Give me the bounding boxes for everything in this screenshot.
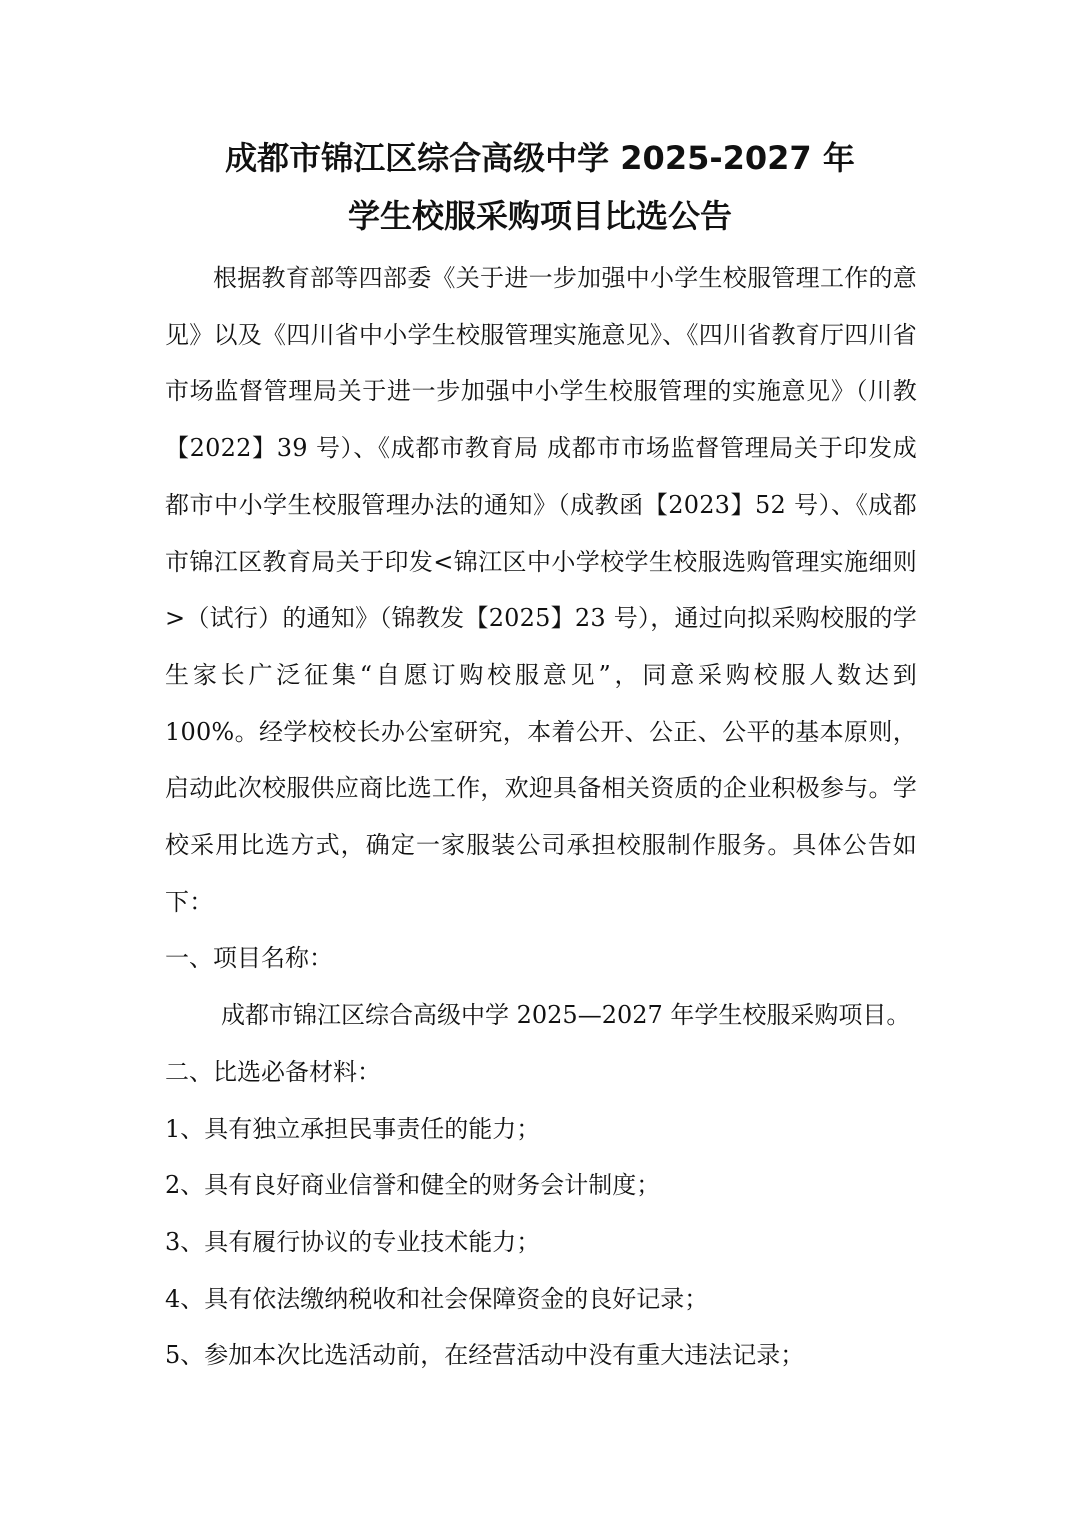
requirement-item: 1、具有独立承担民事责任的能力； bbox=[165, 1114, 541, 1143]
requirement-item: 4、具有依法缴纳税收和社会保障资金的良好记录； bbox=[165, 1284, 709, 1313]
requirement-item: 3、具有履行协议的专业技术能力； bbox=[165, 1227, 541, 1256]
document-title-line-1: 成都市锦江区综合高级中学 2025-2027 年 bbox=[225, 139, 855, 177]
intro-paragraph: 根据教育部等四部委《关于进一步加强中小学生校服管理工作的意见》以及《四川省中小学生校服管理实施意见》、《四川省教育厅四川省市场监督管理局关于进一步加强中小学生校服管理的实施意见》（川教【2022】39 号）、《成都市教育局 成都市市场监督管理局关于印发成都市中小学生校服管理办法的通知》（成教函【2023】52 号）、《成都市锦江区教育局关于印发<锦江区中小学校学生校服选购管理实施细则>（试行）的通知》（锦教发【2025】23 号），通过向拟采购校服的学生家长广泛征集“自愿订购校服意见”，同意采购校服人数达到 100%。经学校校长办公室研究，本着公开、公正、公平的基本原则，启动此次校服供应商比选工作，欢迎具备相关资质的企业积极参与。学校采用比选方式，确定一家服装公司承担校服制作服务。具体公告如下： bbox=[165, 264, 917, 916]
section-1-heading: 一、项目名称： bbox=[165, 944, 333, 973]
document-title-line-2: 学生校服采购项目比选公告 bbox=[347, 197, 732, 235]
requirement-item: 2、具有良好商业信誉和健全的财务会计制度； bbox=[165, 1171, 661, 1200]
requirement-item: 5、参加本次比选活动前，在经营活动中没有重大违法记录； bbox=[165, 1341, 805, 1370]
section-1-content: 成都市锦江区综合高级中学 2025—2027 年学生校服采购项目。 bbox=[221, 1001, 911, 1030]
section-2-heading: 二、比选必备材料： bbox=[165, 1057, 381, 1086]
document-body bbox=[165, 250, 917, 1384]
